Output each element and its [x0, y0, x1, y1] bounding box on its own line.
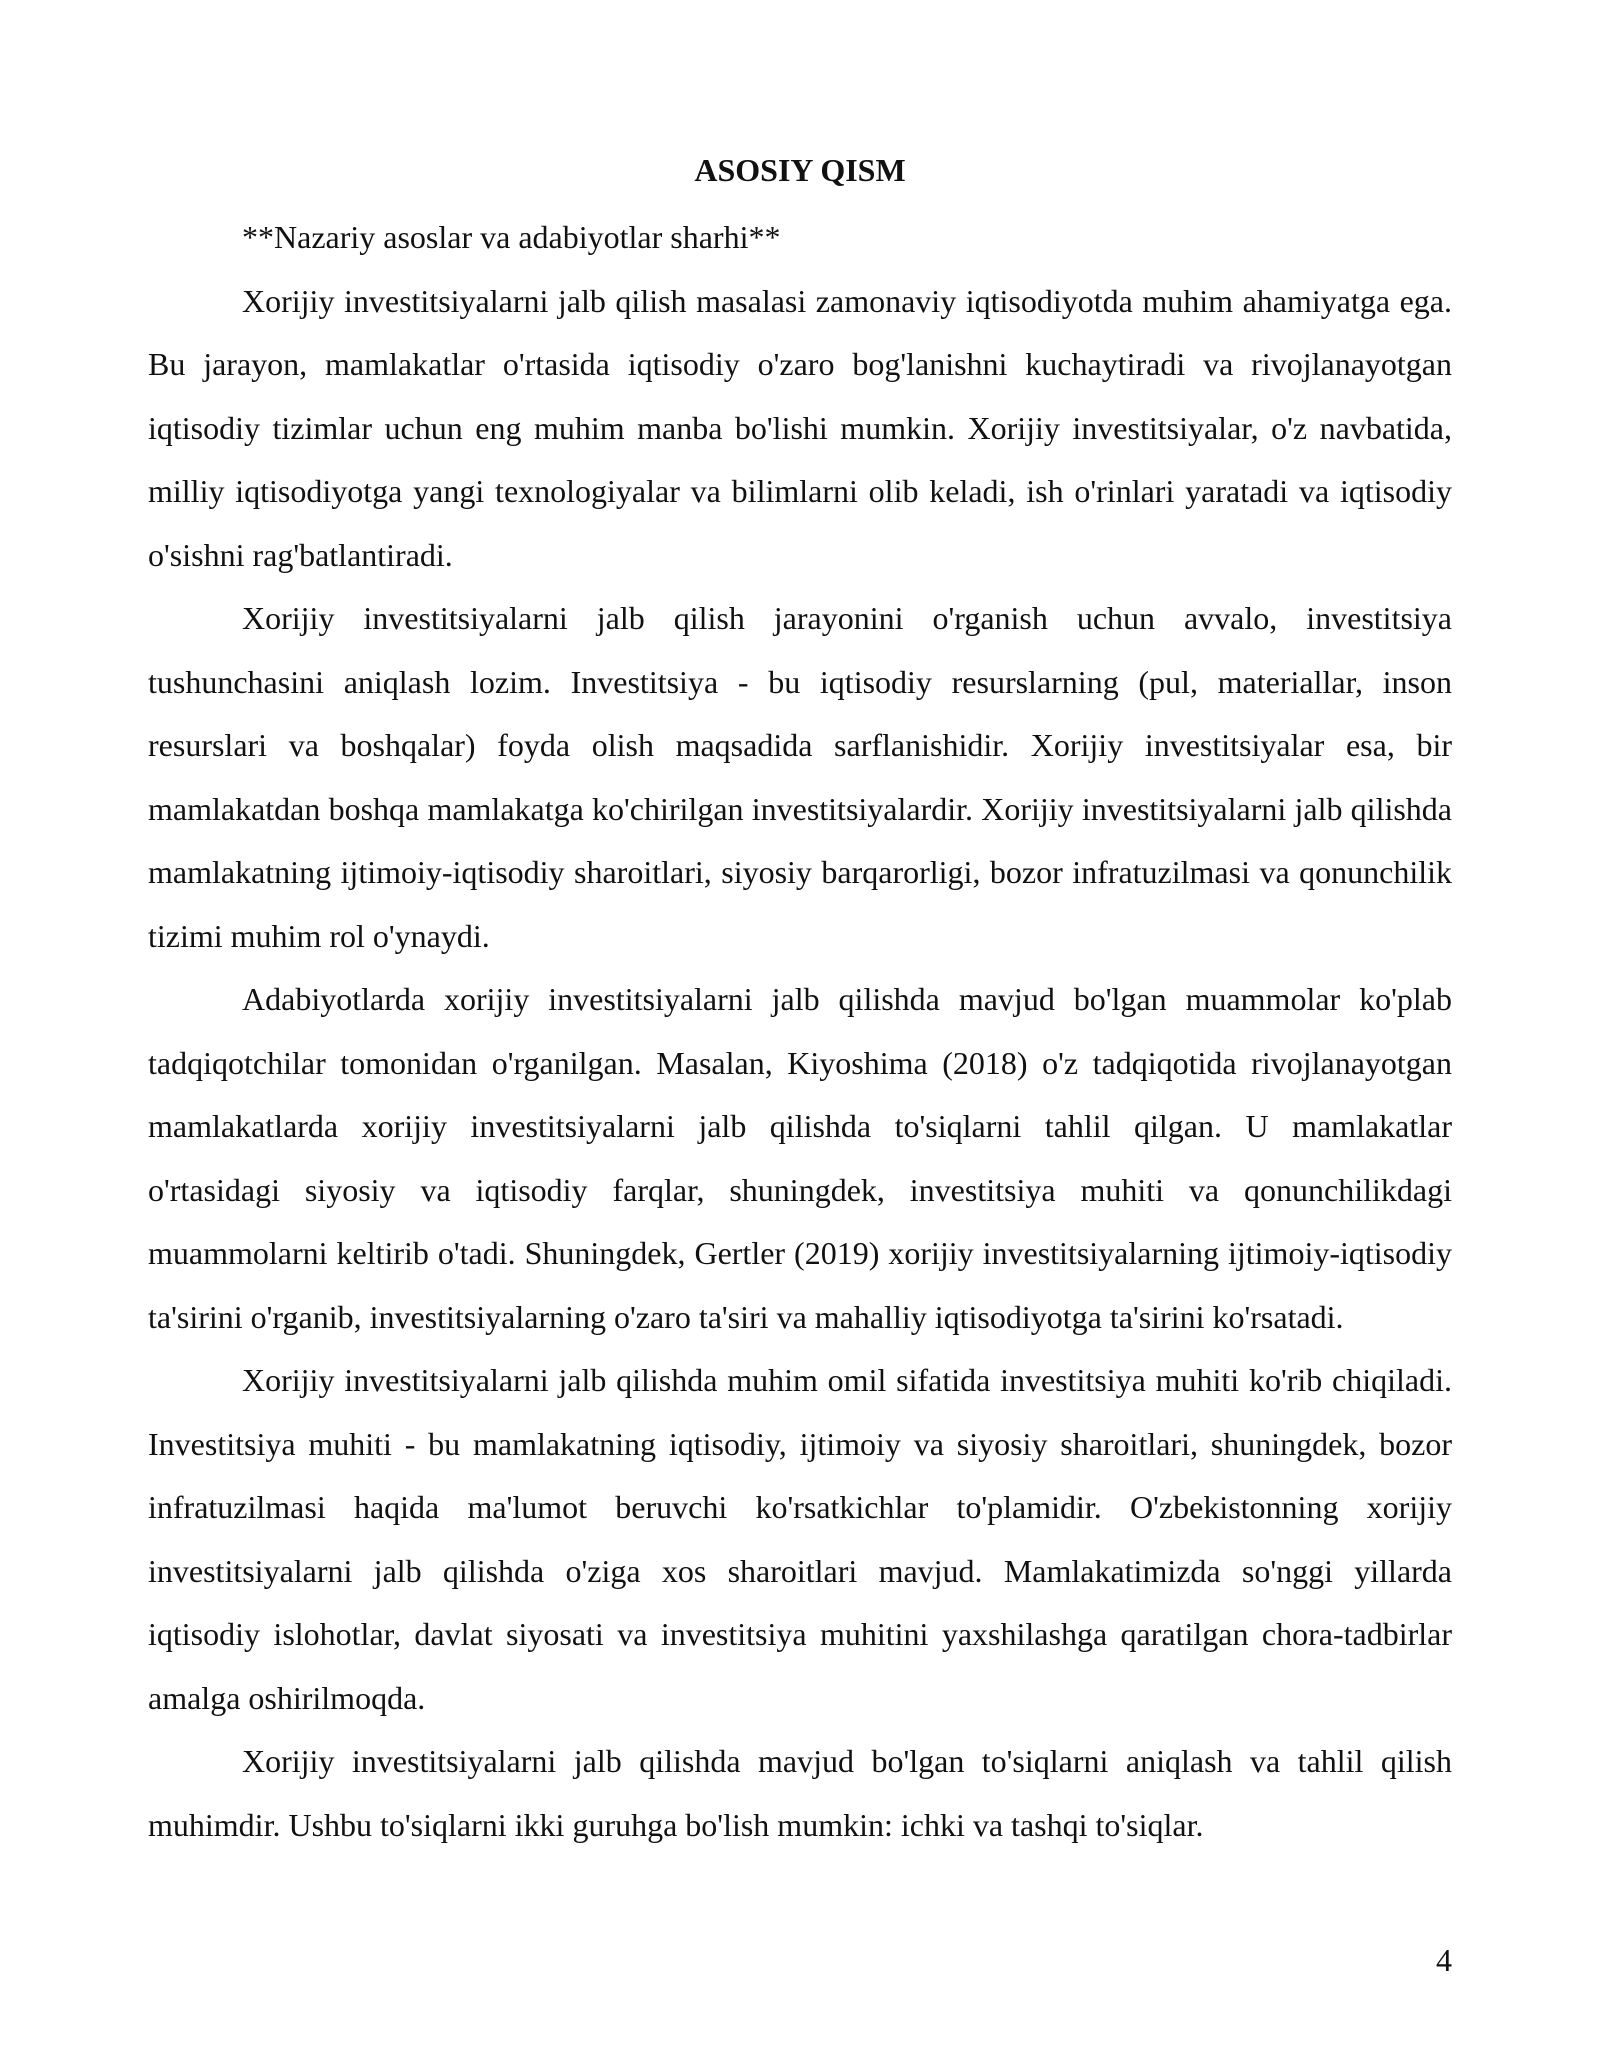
paragraph-5: Xorijiy investitsiyalarni jalb qilishda mavjud bo'lgan to'siqlarni aniqlash va tahlil qilish muhimdir. Ushbu to'siqlarni ikki guruhga bo'lish mumkin: ichki va tashqi to'siqlar. — [148, 1743, 1452, 1843]
page-number: 4 — [1436, 1942, 1452, 1978]
document-page — [148, 150, 1452, 1857]
section-subheading: **Nazariy asoslar va adabiyotlar sharhi** — [242, 219, 781, 255]
section-heading: ASOSIY QISM — [694, 152, 906, 188]
paragraph-4: Xorijiy investitsiyalarni jalb qilishda muhim omil sifatida investitsiya muhiti ko'rib chiqiladi. Investitsiya muhiti - bu mamlakatning iqtisodiy, ijtimoiy va siyosiy sharoitlari, shuningdek, bozor infratuzilmasi haqida ma'lumot beruvchi ko'rsatkichlar to'plamidir. O'zbekistonning xorijiy investitsiyalarni jalb qilishda o'ziga xos sharoitlari mavjud. Mamlakatimizda so'nggi yillarda iqtisodiy islohotlar, davlat siyosati va investitsiya muhitini yaxshilashga qaratilgan chora-tadbirlar amalga oshirilmoqda. — [148, 1362, 1452, 1716]
paragraph-3: Adabiyotlarda xorijiy investitsiyalarni jalb qilishda mavjud bo'lgan muammolar ko'plab tadqiqotchilar tomonidan o'rganilgan. Masalan, Kiyoshima (2018) o'z tadqiqotida rivojlanayotgan mamlakatlarda xorijiy investitsiyalarni jalb qilishda to'siqlarni tahlil qilgan. U mamlakatlar o'rtasidagi siyosiy va iqtisodiy farqlar, shuningdek, investitsiya muhiti va qonunchilikdagi muammolarni keltirib o'tadi. Shuningdek, Gertler (2019) xorijiy investitsiyalarning ijtimoiy-iqtisodiy ta'sirini o'rganib, investitsiyalarning o'zaro ta'siri va mahalliy iqtisodiyotga ta'sirini ko'rsatadi. — [148, 981, 1452, 1335]
paragraph-1: Xorijiy investitsiyalarni jalb qilish masalasi zamonaviy iqtisodiyotda muhim ahamiyatga ega. Bu jarayon, mamlakatlar o'rtasida iqtisodiy o'zaro bog'lanishni kuchaytiradi va rivojlanayotgan iqtisodiy tizimlar uchun eng muhim manba bo'lishi mumkin. Xorijiy investitsiyalar, o'z navbatida, milliy iqtisodiyotga yangi texnologiyalar va bilimlarni olib keladi, ish o'rinlari yaratadi va iqtisodiy o'sishni rag'batlantiradi. — [148, 282, 1452, 573]
paragraph-2: Xorijiy investitsiyalarni jalb qilish jarayonini o'rganish uchun avvalo, investitsiya tushunchasini aniqlash lozim. Investitsiya - bu iqtisodiy resurslarning (pul, materiallar, inson resurslari va boshqalar) foyda olish maqsadida sarflanishidir. Xorijiy investitsiyalar esa, bir mamlakatdan boshqa mamlakatga ko'chirilgan investitsiyalardir. Xorijiy investitsiyalarni jalb qilishda mamlakatning ijtimoiy-iqtisodiy sharoitlari, siyosiy barqarorligi, bozor infratuzilmasi va qonunchilik tizimi muhim rol o'ynaydi. — [148, 600, 1452, 954]
